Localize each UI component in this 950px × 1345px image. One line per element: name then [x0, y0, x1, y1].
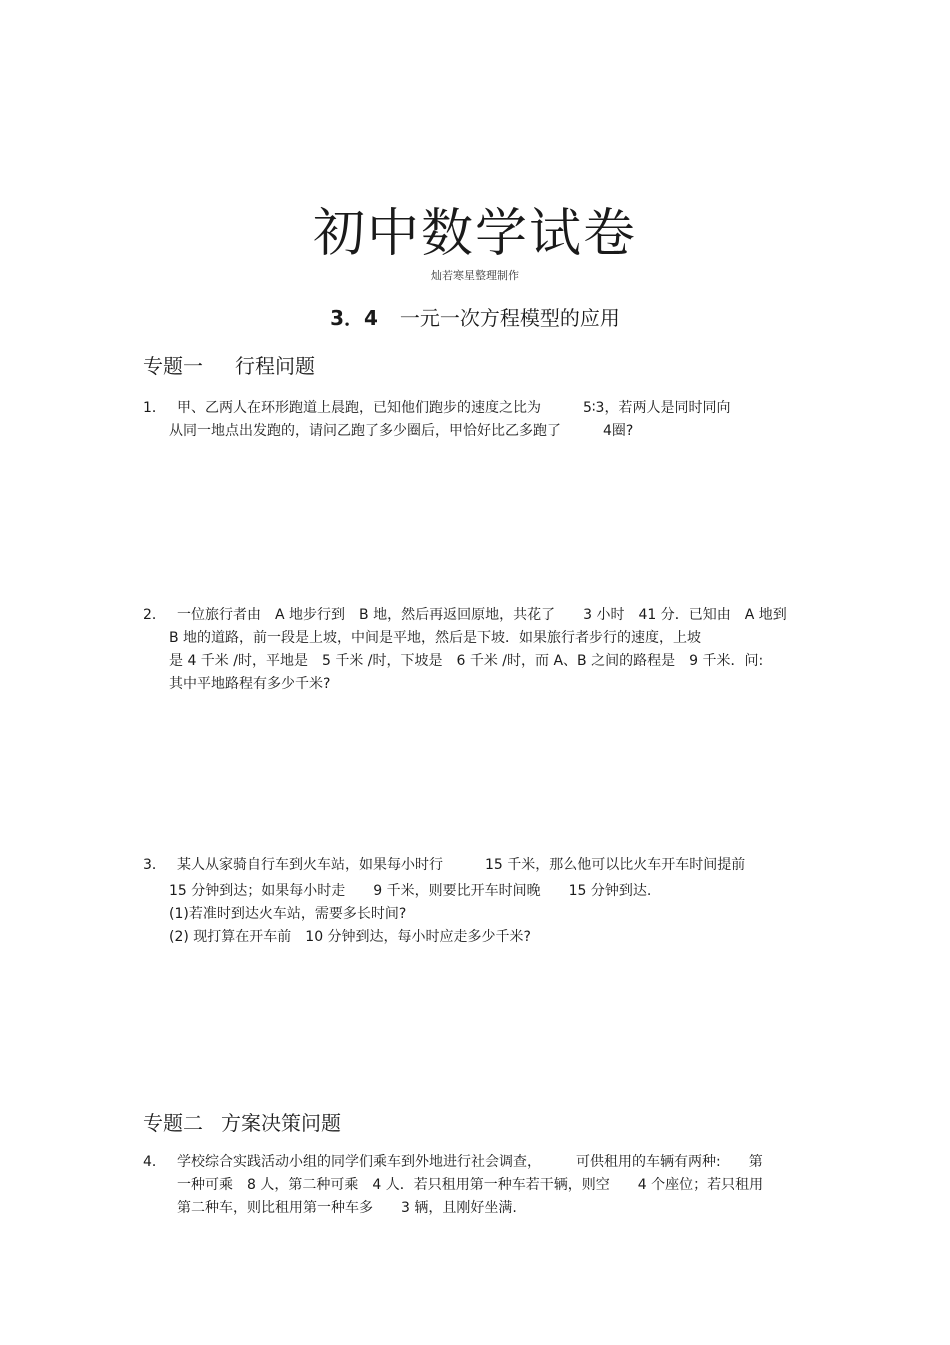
question-text-line: (1)若准时到达火车站，需要多长时间? — [169, 906, 407, 922]
question-text-line: 是 4 千米 /时，平地是 5 千米 /时，下坡是 6 千米 /时，而 A、B 之间的路程是 9 千米．问: — [169, 653, 764, 669]
section-name: 方案决策问题 — [221, 1111, 341, 1135]
question-number: 1． — [143, 400, 166, 416]
question-text-line: 15 分钟到达；如果每小时走 9 千米，则要比开车时间晚 15 分钟到达. — [169, 883, 652, 899]
question-text-line: (2) 现打算在开车前 10 分钟到达，每小时应走多少千米? — [169, 929, 531, 945]
question-number: 3． — [143, 857, 166, 873]
question-number: 4． — [143, 1154, 166, 1170]
question-2 — [143, 604, 823, 696]
question-4 — [143, 1151, 823, 1220]
section-label: 专题二 — [143, 1111, 203, 1135]
question-text-line: 某人从家骑自行车到火车站，如果每小时行 15 千米，那么他可以比火车开车时间提前 — [177, 857, 746, 873]
question-text-line: 第二种车，则比租用第一种车多 3 辆，且刚好坐满. — [177, 1200, 517, 1216]
question-3 — [143, 854, 823, 949]
question-text-line: 从同一地点出发跑的，请问乙跑了多少圈后，甲恰好比乙多跑了 4圈? — [169, 423, 634, 439]
lesson-number: 3．4 — [330, 306, 378, 330]
question-text-line: 一种可乘 8 人，第二种可乘 4 人．若只租用第一种车若干辆，则空 4 个座位；若只租用 — [177, 1177, 764, 1193]
question-number: 2． — [143, 607, 166, 623]
author-credit: 灿若寒星整理制作 — [431, 269, 519, 282]
question-text-line: 其中平地路程有多少千米? — [169, 676, 331, 692]
section-heading-2 — [143, 1109, 341, 1137]
question-text-line: 一位旅行者由 A 地步行到 B 地，然后再返回原地，共花了 3 小时 41 分．已知由 A 地到 — [177, 607, 787, 623]
lesson-heading — [0, 304, 950, 332]
section-name: 行程问题 — [235, 354, 315, 378]
question-text-line: 甲、乙两人在环形跑道上晨跑，已知他们跑步的速度之比为 5∶3，若两人是同时同向 — [177, 400, 731, 416]
section-heading-1 — [143, 352, 315, 380]
lesson-name: 一元一次方程模型的应用 — [399, 306, 620, 330]
question-text-line: B 地的道路，前一段是上坡，中间是平地，然后是下坡．如果旅行者步行的速度，上坡 — [169, 630, 702, 646]
section-label: 专题一 — [143, 354, 203, 378]
document-title: 初中数学试卷 — [312, 204, 637, 264]
question-text-line: 学校综合实践活动小组的同学们乘车到外地进行社会调查， 可供租用的车辆有两种: 第 — [177, 1154, 763, 1170]
question-1 — [143, 397, 823, 443]
